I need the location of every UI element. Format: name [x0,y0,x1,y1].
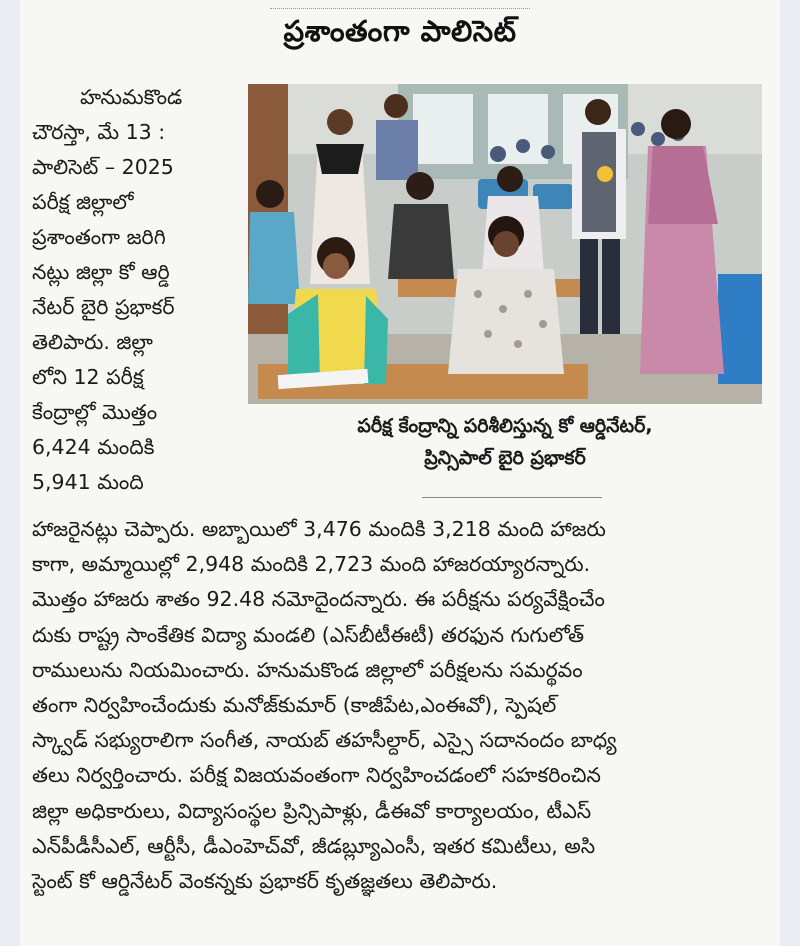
exam-hall-illustration [248,84,762,404]
body-line: మొత్తం హాజరు శాతం 92.48 నమోదైందన్నారు. ఈ పరీక్షను పర్యవేక్షించేం [32,587,605,612]
body-line: కాగా, అమ్మాయిల్లో 2,948 మందికి 2,723 మంది హాజరయ్యారన్నారు. [32,552,591,577]
lead-line: తెలిపారు. జిల్లా [32,330,153,354]
lead-column [32,80,242,500]
lead-line: పరీక్ష జిల్లాలో [32,190,134,214]
photo-caption [248,410,762,474]
lead-line: నట్లు జిల్లా కో ఆర్డి [32,260,170,284]
lead-line: లోని 12 పరీక్ష [32,365,144,389]
body-line: స్టెంట్ కో ఆర్డినేటర్ వెంకన్నకు ప్రభాకర్ కృతజ్ఞతలు తెలిపారు. [32,869,498,894]
caption-divider [422,497,602,498]
exam-hall-photo [248,84,762,404]
body-line: తలు నిర్వర్తించారు. పరీక్ష విజయవంతంగా నిర్వహించడంలో సహకరించిన [32,763,601,788]
lead-line: 6,424 మందికి [32,435,155,459]
caption-line: పరీక్ష కేంద్రాన్ని పరిశీలిస్తున్న కో ఆర్డినేటర్, [357,415,653,437]
lead-line: పాలిసెట్ – 2025 [32,155,174,179]
body-line: ఎన్‌పీడీసీఎల్, ఆర్టీసీ, డీఎంహెచ్‌వో, జీడబ్ల్యూఎంసీ, ఇతర కమిటీలు, అసి [32,833,596,858]
body-line: తంగా నిర్వహించేందుకు మనోజ్‌కుమార్ (కాజీపేట,ఎంఈవో), స్పెషల్ [32,693,557,718]
lead-line: నేటర్ బైరి ప్రభాకర్ [32,295,175,319]
top-divider [270,0,530,9]
body-line: హాజరైనట్లు చెప్పారు. అబ్బాయిలో 3,476 మందికి 3,218 మంది హాజరు [32,517,606,541]
newspaper-clipping [20,0,780,946]
body-line: రాములును నియమించారు. హనుమకొండ జిల్లాలో పరీక్షలను సమర్థవం [32,657,583,682]
lead-line: హనుమకొండ [80,85,183,109]
body-line: స్క్వాడ్ సభ్యురాలిగా సంగీత, నాయబ్ తహసీల్దార్, ఎస్సై సదానందం బాధ్య [32,728,617,753]
lead-line: చౌరస్తా, మే 13 : [32,120,166,144]
article-body [32,512,762,899]
caption-line: ప్రిన్సిపాల్ బైరి ప్రభాకర్ [424,447,586,469]
lead-line: ప్రశాంతంగా జరిగి [32,225,166,249]
lead-line: కేంద్రాల్లో మొత్తం [32,400,158,424]
body-line: దుకు రాష్ట్ర సాంకేతిక విద్యా మండలి (ఎస్‌బీటీఈటీ) తరఫున గుగులోత్ [32,622,585,647]
headline: ప్రశాంతంగా పాలిసెట్ [283,14,517,48]
lead-line: 5,941 మంది [32,470,144,494]
body-line: జిల్లా అధికారులు, విద్యాసంస్థల ప్రిన్సిపాళ్లు, డీఈవో కార్యాలయం, టీఎస్ [32,798,592,823]
